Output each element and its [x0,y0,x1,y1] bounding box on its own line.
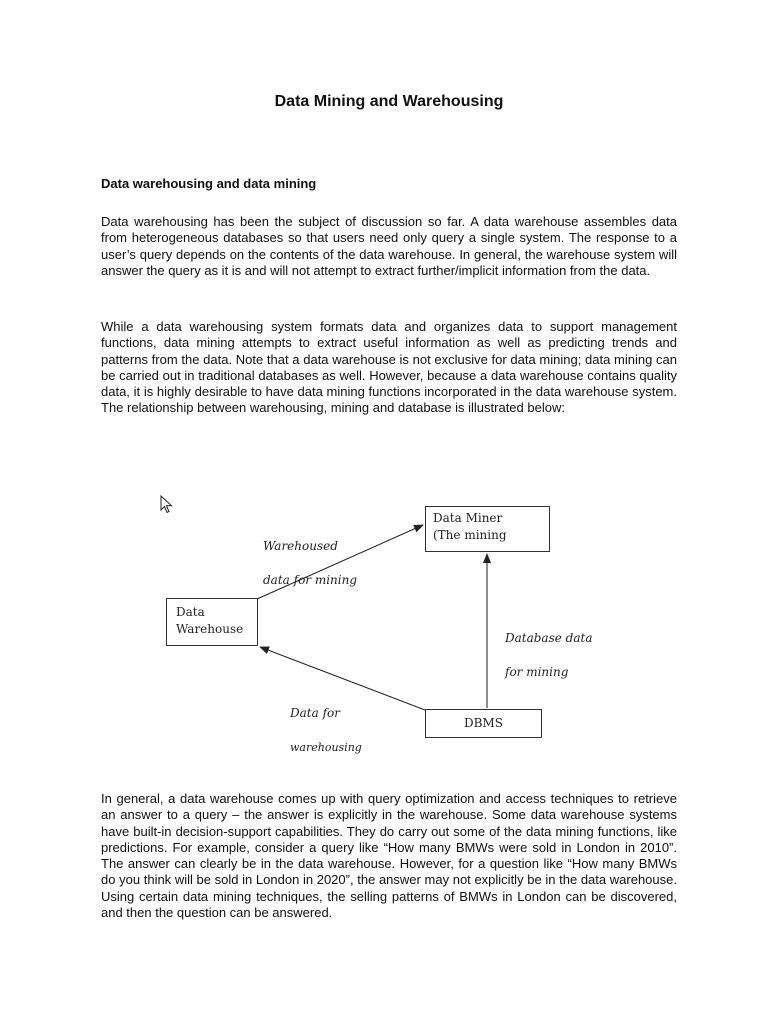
label-data-for-warehousing [290,688,362,773]
label-database-data-line2: for mining [505,665,569,679]
paragraph-intro: Data warehousing has been the subject of discussion so far. A data warehouse assembles data from heterogeneous databases so that users need only query a single system. The response to a user’s query depends on the contents of the data warehouse. In general, the warehouse system will answer the query as it is and will not attempt to extract further/implicit information from the data. [101,214,677,278]
node-dbms: DBMS [425,709,542,738]
label-database-data [505,613,592,698]
mouse-pointer-icon [160,495,174,515]
page-title: Data Mining and Warehousing [274,93,504,110]
warehouse-mining-diagram [160,495,600,754]
paragraph-relationship: While a data warehousing system formats data and organizes data to support management functions, data mining attempts to extract useful information as well as predicting trends and patterns from the data. Note that a data warehouse is not exclusive for data mining; data mining can be carried out in traditional databases as well. However, because a data warehouse contains quality data, it is highly desirable to have data mining functions incorporated in the data warehouse system. The relationship between warehousing, mining and database is illustrated below: [101,319,677,416]
node-data-miner: Data Miner (The mining [425,506,550,552]
paragraph-query-example: In general, a data warehouse comes up with query optimization and access techniques to retrieve an answer to a query – the answer is explicitly in the warehouse. Some data warehouse systems have built-in decision-support capabilities. They do carry out some of the data mining functions, like predictions. For example, consider a query like “How many BMWs were sold in London in 2010”. The answer can clearly be in the data warehouse. However, for a question like “How many BMWs do you think will be sold in London in 2020”, the answer may not explicitly be in the data warehouse. Using certain data mining techniques, the selling patterns of BMWs in London can be discovered, and then the question can be answered. [101,791,677,921]
label-warehoused-data-line2: data for mining [263,573,358,587]
section-heading: Data warehousing and data mining [101,176,317,191]
label-data-for-warehousing-line2: warehousing [290,741,362,754]
label-warehoused-data-line1: Warehoused [263,539,338,553]
node-data-warehouse: Data Warehouse [166,598,258,646]
label-data-for-warehousing-line1: Data for [290,706,340,720]
label-warehoused-data [263,521,357,606]
label-database-data-line1: Database data [505,631,593,645]
